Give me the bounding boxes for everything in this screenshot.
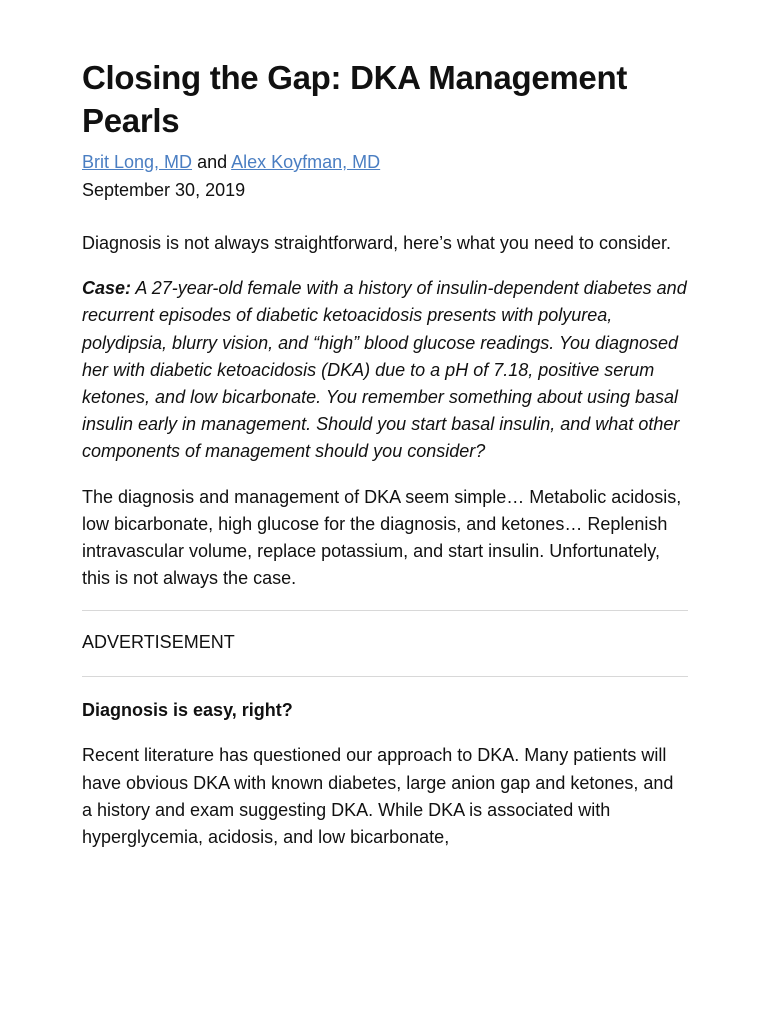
paragraph-diagnosis-management: The diagnosis and management of DKA seem simple… Metabolic acidosis, low bicarbonate, high glucose for the diagnosis, and ketones… Replenish intravascular volume, replace potassium, and start insulin. Unfortunately, this is not always the case. bbox=[82, 486, 682, 589]
advertisement-label: ADVERTISEMENT bbox=[82, 632, 235, 653]
author-link-brit-long[interactable]: Brit Long, MD bbox=[82, 152, 193, 172]
publish-date: September 30, 2019 bbox=[82, 180, 246, 200]
case-paragraph bbox=[82, 275, 688, 465]
paragraph-recent-literature: Recent literature has questioned our approach to DKA. Many patients will have obvious DKA with known diabetes, large anion gap and ketones, and a history and exam suggesting DKA. While DKA is associated with hyperglycemia, acidosis, and low bicarbonate, bbox=[82, 745, 674, 848]
article-title: Closing the Gap: DKA Management Pearls bbox=[82, 59, 628, 139]
section-heading: Diagnosis is easy, right? bbox=[82, 700, 293, 721]
case-label: Case: bbox=[82, 278, 132, 299]
author-joiner: and bbox=[197, 152, 228, 172]
author-link-alex-koyfman[interactable]: Alex Koyfman, MD bbox=[231, 152, 381, 172]
intro-paragraph: Diagnosis is not always straightforward, here’s what you need to consider. bbox=[82, 233, 671, 253]
byline bbox=[82, 148, 688, 176]
divider-bottom bbox=[82, 676, 688, 677]
case-text: A 27-year-old female with a history of insulin-dependent diabetes and recurrent episodes of diabetic ketoacidosis presents with polyurea, polydipsia, blurry vision, and “high” blood glucose readings. You diagnosed her with diabetic ketoacidosis (DKA) due to a pH of 7.18, positive serum ketones, and low bicarbonate. You remember something about using basal insulin early in management. Should you start basal insulin, and what other components of management should you consider? bbox=[82, 278, 687, 462]
article bbox=[82, 56, 688, 869]
